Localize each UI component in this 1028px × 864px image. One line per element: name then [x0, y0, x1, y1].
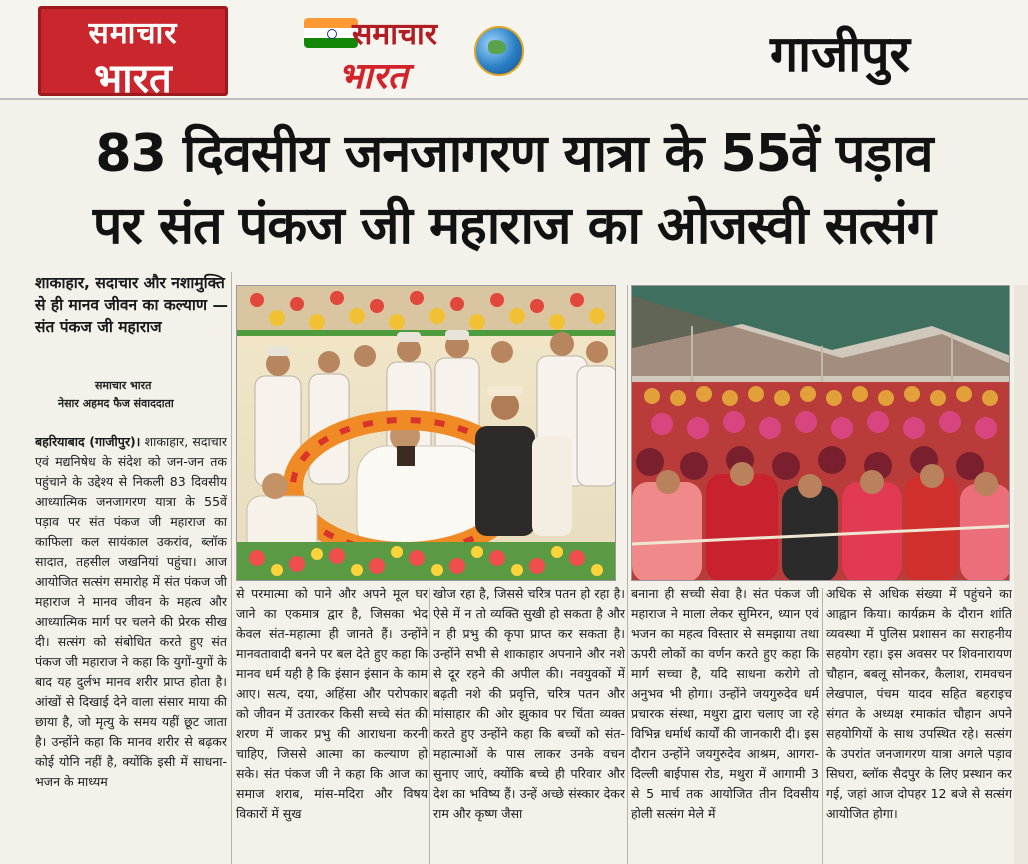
logo-center-line1: समाचार	[352, 17, 438, 52]
article-dateline: बहरियाबाद (गाजीपुर)।	[35, 434, 141, 449]
column-rule	[627, 285, 628, 864]
byline-reporter: नेसार अहमद फैज संवाददाता	[58, 397, 174, 410]
column-rule	[429, 588, 430, 864]
subheadline: शाकाहार, सदाचार और नशामुक्ति से ही मानव जीवन का कल्याण — संत पंकज जी महाराज	[35, 274, 228, 336]
photo-garland-ceremony-image	[237, 286, 616, 581]
brand-logo-line2: भारत	[94, 56, 172, 102]
headline-line1: 83 दिवसीय जनजागरण यात्रा के 55वें पड़ाव	[95, 124, 933, 184]
globe-icon	[474, 26, 524, 76]
city-name: गाजीपुर	[770, 25, 910, 83]
headline-line2: पर संत पंकज जी महाराज का ओजस्वी सत्संग	[92, 196, 936, 256]
photo-satsang-crowd-image	[632, 286, 1010, 581]
logo-center-line2: भारत	[338, 56, 408, 97]
brand-logo-center	[300, 6, 530, 97]
article-column-1	[35, 432, 227, 864]
article-column-4: बनाना ही सच्ची सेवा है। संत पंकज जी महाराज ने माला लेकर सुमिरन, ध्यान एवं भजन का महत्व विस्तार से समझाया तथा ऊपरी लोकों का वर्णन करते हुए कहा कि मार्ग सच्चा है, यदि साधना करोगे तो अनुभव भी होगा। उन्होंने जयगुरुदेव धर्म प्रचारक संस्था, मथुरा द्वारा चलाए जा रहे विभिन्न धर्मार्थ कार्यों की जानकारी दी। इस दौरान उन्होंने जयगुरुदेव आश्रम, आगरा-दिल्ली बाईपास रोड, मथुरा में आगामी 3 से 5 मार्च तक आयोजित तीन दिवसीय होली सत्संग मेले में	[631, 586, 819, 821]
headline	[0, 106, 1028, 266]
column-rule	[822, 588, 823, 864]
photo-satsang-crowd	[631, 285, 1010, 581]
brand-logo-line1: समाचार	[88, 16, 178, 51]
byline-outlet: समाचार भारत	[95, 379, 152, 392]
brand-logo-left	[38, 6, 228, 102]
indian-flag-icon	[304, 18, 358, 48]
adjacent-column-edge	[1014, 285, 1028, 864]
article-column-2: से परमात्मा को पाने और अपने मूल घर जाने का एकमात्र द्वार है, जिसका भेद केवल संत-महात्मा ही जानते हैं। उन्होंने मानवतावादी बनने पर बल देते हुए कहा कि मानव धर्म यही है कि इंसान इंसान के काम आए। सत्य, दया, अहिंसा और परोपकार को जीवन में उतारकर किसी सच्चे संत की शरण में जाकर प्रभु की आराधना करनी चाहिए, जिससे आत्मा का कल्याण हो सके। संत पंकज जी ने कहा कि आज का समाज शराब, मांस-मदिरा और विषय विकारों में सुख	[236, 586, 428, 821]
article-column-1-text: शाकाहार, सदाचार एवं मद्यनिषेध के संदेश को जन-जन तक पहुंचाने के उद्देश्य से निकली 83 दिवसीय आध्यात्मिक जनजागरण यात्रा के 55वें पड़ाव पर संत पंकज जी महाराज का काफिला कल सायंकाल उकरांव, ब्लॉक सादात, तहसील जखनियां पहुंचा। आज आयोजित सत्संग समारोह में संत पंकज जी महाराज ने मानव जीवन के महत्व और आध्यात्मिक मार्ग पर चलने की प्रेरक सीख दी। सत्संग को संबोधित करते हुए संत पंकज जी महाराज ने कहा कि युगों-युगों के बाद यह दुर्लभ मानव शरीर प्राप्त होता है। आंखों से दिखाई देने वाला संसार माया की छाया है, जो मृत्यु के समय यहीं छूट जाता है। उन्होंने कहा कि मानव शरीर से बढ़कर कोई योनि नहीं है, क्योंकि इसी में साधना-भजन के माध्यम	[35, 434, 227, 789]
column-rule	[231, 272, 232, 864]
article-column-3: खोज रहा है, जिससे चरित्र पतन हो रहा है। ऐसे में न तो व्यक्ति सुखी हो सकता है और न ही प्रभु की कृपा प्राप्त कर सकता है। उन्होंने सभी से शाकाहार अपनाने और नशे से दूर रहने की अपील की। नवयुवकों में बढ़ती नशे की प्रवृत्ति, चरित्र पतन और मांसाहार की ओर झुकाव पर चिंता व्यक्त करते हुए उन्होंने कहा कि बच्चों को संत-महात्माओं के पास लाकर उनके वचन सुनाए जाएं, क्योंकि बच्चे ही परिवार और देश का भविष्य हैं। उन्हें अच्छे संस्कार देकर राम और कृष्ण जैसा	[433, 586, 625, 821]
masthead	[0, 0, 1028, 100]
article-column-5: अधिक से अधिक संख्या में पहुंचने का आह्वान किया। कार्यक्रम के दौरान शांति व्यवस्था में पुलिस प्रशासन का सराहनीय सहयोग रहा। इस अवसर पर शिवनारायण चौहान, बबलू सोनकर, कैलाश, रामवचन लेखपाल, पंचम यादव सहित बहराइच संगत के अध्यक्ष रमाकांत चौहान अपने सहयोगियों के साथ उपस्थित रहे। सत्संग के उपरांत जनजागरण यात्रा अगले पड़ाव सिघरा, ब्लॉक सैदपुर के लिए प्रस्थान कर गई, जहां आज दोपहर 12 बजे से सत्संग आयोजित होगा।	[826, 586, 1012, 821]
photo-garland-ceremony	[236, 285, 616, 581]
